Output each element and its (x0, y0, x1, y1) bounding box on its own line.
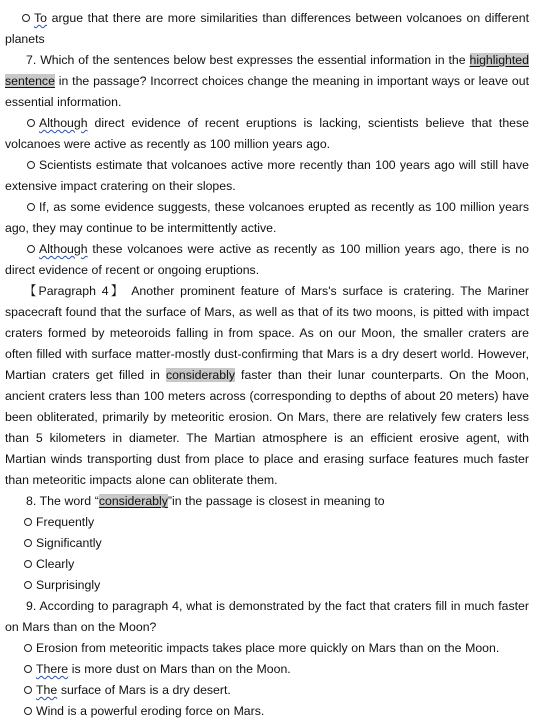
highlighted-text: highlighted (469, 53, 529, 67)
question-text-before: Which of the sentences below best expresses the essential information in the (36, 53, 470, 67)
option-first-word: Although (39, 242, 88, 256)
q7-option-b[interactable] (5, 155, 529, 197)
radio-circle-icon[interactable] (27, 161, 35, 169)
question-text-after: ”in the passage is closest in meaning to (167, 494, 385, 508)
radio-circle-icon[interactable] (27, 119, 35, 127)
question-number: 9. (26, 599, 37, 613)
question-text-after: in the passage? Incorrect choices change the meaning in important ways or leave out essential information. (5, 74, 529, 109)
highlighted-text: sentence (5, 74, 55, 88)
option-text: Scientists estimate that volcanoes active more recently than 100 years ago will still have extensive impact cratering on their slopes. (5, 158, 529, 193)
radio-circle-icon[interactable] (24, 707, 32, 715)
q9-option-d[interactable] (5, 701, 529, 722)
q9-question (5, 596, 529, 638)
option-text: these volcanoes were active as recently as 100 million years ago, there is no direct evidence of recent or ongoing eruptions. (5, 242, 529, 277)
radio-circle-icon[interactable] (24, 581, 32, 589)
radio-circle-icon[interactable] (27, 245, 35, 253)
highlighted-word: considerably (165, 368, 235, 382)
question-text-before: The word “ (36, 494, 99, 508)
radio-circle-icon[interactable] (24, 539, 32, 547)
option-text: is more dust on Mars than on the Moon. (68, 662, 291, 676)
q7-option-d[interactable] (5, 239, 529, 281)
option-text: Clearly (36, 557, 75, 571)
question-text: According to paragraph 4, what is demonstrated by the fact that craters fill in much faster on Mars than on the Moon? (5, 599, 529, 634)
radio-circle-icon[interactable] (24, 644, 32, 652)
option-text: Surprisingly (36, 578, 101, 592)
option-text: If, as some evidence suggests, these volcanoes erupted as recently as 100 million years ago, they may continue to be intermittently active. (5, 200, 529, 235)
radio-circle-icon[interactable] (24, 686, 32, 694)
paragraph-4 (5, 281, 529, 491)
paragraph-text-after: faster than their lunar counterparts. On the Moon, ancient craters less than 100 meters across (corresponding to depths of about 20 meters) have been obliterated, primarily by meteoritic erosion. On Mars, there are relatively few craters less than 5 kilometers in diameter. The Martian atmosphere is an efficient erosive agent, with Martian winds transporting dust from place to place and erasing surface features much faster than meteoritic impacts alone can obliterate them. (5, 368, 529, 487)
highlighted-word: considerably (98, 494, 168, 508)
q6-option-d[interactable] (5, 8, 529, 50)
q8-option-d[interactable] (5, 575, 529, 596)
q7-question (5, 50, 529, 113)
option-text: Significantly (36, 536, 102, 550)
radio-circle-icon[interactable] (22, 14, 30, 22)
radio-circle-icon[interactable] (27, 203, 35, 211)
q8-option-b[interactable] (5, 533, 529, 554)
radio-circle-icon[interactable] (24, 518, 32, 526)
q8-option-c[interactable] (5, 554, 529, 575)
q7-option-a[interactable] (5, 113, 529, 155)
question-number: 8. (26, 494, 37, 508)
q8-option-a[interactable] (5, 512, 529, 533)
option-text: Wind is a powerful eroding force on Mars. (36, 704, 265, 718)
option-text: argue that there are more similarities than differences between volcanoes on different planets (5, 11, 529, 46)
paragraph-label: 【Paragraph 4】 (24, 284, 126, 298)
q8-question (5, 491, 529, 512)
q9-option-b[interactable] (5, 659, 529, 680)
option-text: Frequently (36, 515, 95, 529)
q9-option-c[interactable] (5, 680, 529, 701)
option-text: surface of Mars is a dry desert. (57, 683, 231, 697)
option-first-word: The (36, 683, 58, 697)
option-first-word: Although (39, 116, 88, 130)
option-text: direct evidence of recent eruptions is lacking, scientists believe that these volcanoes were active as recently as 100 million years ago. (5, 116, 529, 151)
option-first-word: There (36, 662, 69, 676)
option-text: Erosion from meteoritic impacts takes place more quickly on Mars than on the Moon. (36, 641, 500, 655)
radio-circle-icon[interactable] (24, 560, 32, 568)
q7-option-c[interactable] (5, 197, 529, 239)
q9-option-a[interactable] (5, 638, 529, 659)
option-first-word: To (34, 11, 47, 25)
radio-circle-icon[interactable] (24, 665, 32, 673)
question-number: 7. (26, 53, 37, 67)
paragraph-text-before: Another prominent feature of Mars's surface is cratering. The Mariner spacecraft found that the surface of Mars, as well as that of its two moons, is pitted with impact craters formed by meteoroids falling in from space. As on our Moon, the smaller craters are often filled with surface matter-mostly dust-confirming that Mars is a dry desert world. However, Martian craters get filled in (5, 284, 529, 382)
